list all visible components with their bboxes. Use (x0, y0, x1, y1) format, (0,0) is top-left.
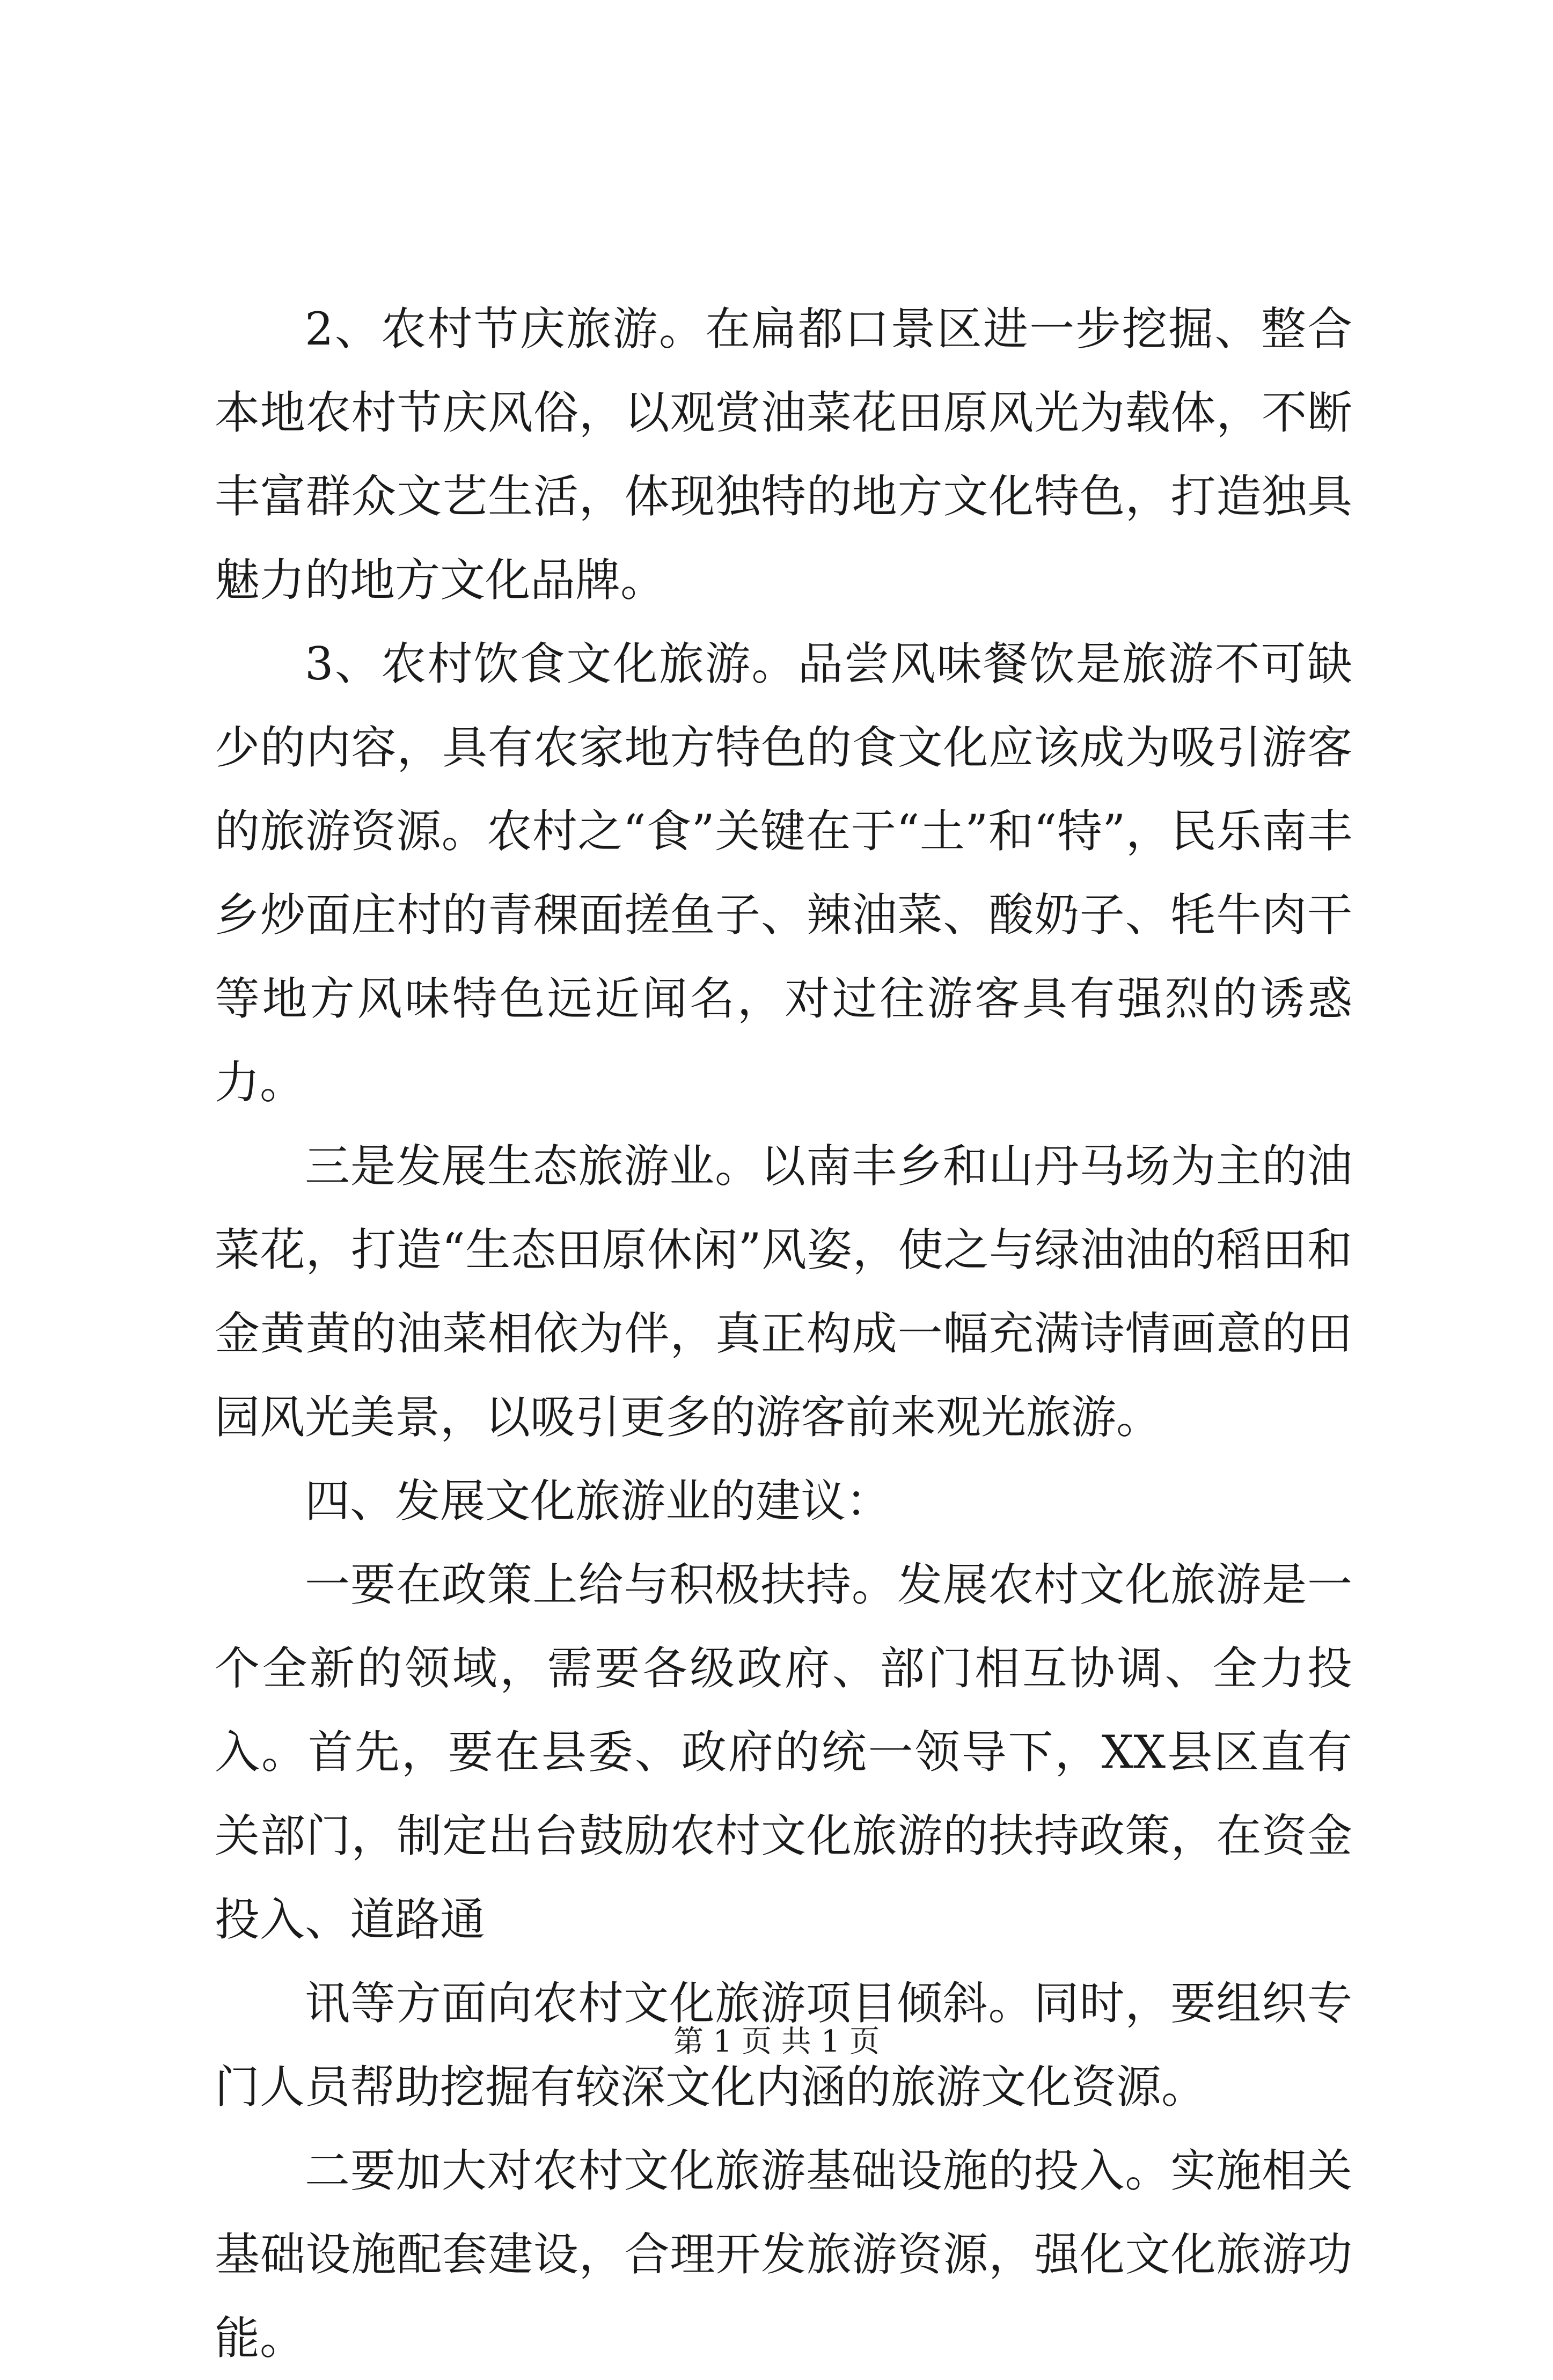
paragraph-food-culture-tourism: 3、农村饮食文化旅游。品尝风味餐饮是旅游不可缺少的内容，具有农家地方特色的食文化应该成为吸引游客的旅游资源。农村之“食”关键在于“土”和“特”，民乐南丰乡炒面庄村的青稞面搓鱼子、辣油菜、酸奶子、牦牛肉干等地方风味特色远近闻名，对过往游客具有强烈的诱惑力。 (215, 638, 1352, 1109)
paragraph-festival-tourism: 2、农村节庆旅游。在扁都口景区进一步挖掘、整合本地农村节庆风俗，以观赏油菜花田原风光为载体，不断丰富群众文艺生活，体现独特的地方文化特色，打造独具魅力的地方文化品牌。 (215, 303, 1352, 606)
page-footer: 第 1 页 共 1 页 (673, 2024, 880, 2059)
paragraph-policy-support: 一要在政策上给与积极扶持。发展农村文化旅游是一个全新的领域，需要各级政府、部门相互协调、全力投入。首先，要在县委、政府的统一领导下，XX县区直有关部门，制定出台鼓励农村文化旅游的扶持政策，在资金投入、道路通 (215, 1558, 1352, 1946)
paragraph-infrastructure-investment: 二要加大对农村文化旅游基础设施的投入。实施相关基础设施配套建设，合理开发旅游资源，强化文化旅游功能。 (215, 2144, 1352, 2364)
section-heading-suggestions: 四、发展文化旅游业的建议： (305, 1475, 891, 1527)
document-body (215, 287, 1352, 2380)
paragraph-eco-tourism: 三是发展生态旅游业。以南丰乡和山丹马场为主的油菜花，打造“生态田原休闲”风姿，使之与绿油油的稻田和金黄黄的油菜相依为伴，真正构成一幅充满诗情画意的田园风光美景，以吸引更多的游客前来观光旅游。 (215, 1140, 1352, 1444)
paragraph-policy-support-continued: 讯等方面向农村文化旅游项目倾斜。同时，要组织专门人员帮助挖掘有较深文化内涵的旅游文化资源。 (215, 1977, 1352, 2113)
